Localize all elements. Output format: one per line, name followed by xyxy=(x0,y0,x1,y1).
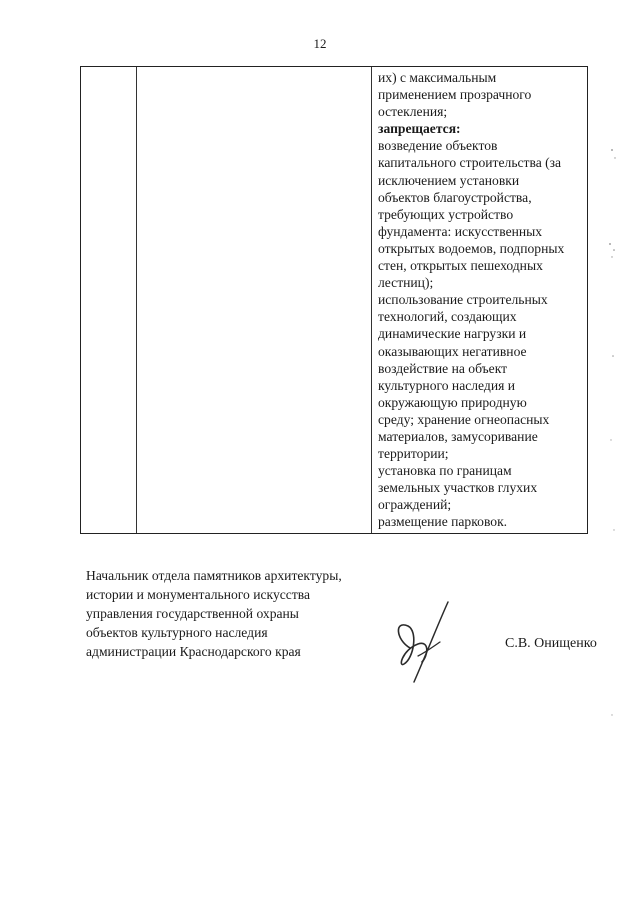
table-column-divider xyxy=(371,67,372,533)
scan-noise xyxy=(600,0,640,905)
cell-line: земельных участков глухих xyxy=(378,480,538,496)
table-cell-requirements xyxy=(378,69,584,531)
cell-line: размещение парковок. xyxy=(378,514,508,530)
page-number: 12 xyxy=(313,36,327,51)
cell-line: территории; xyxy=(378,446,449,462)
cell-line: материалов, замусоривание xyxy=(378,428,538,444)
cell-line: стен, открытых пешеходных xyxy=(378,258,543,274)
cell-line: ограждений; xyxy=(378,497,452,513)
cell-line: технологий, создающих xyxy=(378,309,517,325)
cell-line: исключением установки xyxy=(378,172,520,188)
cell-line: фундамента: искусственных xyxy=(378,223,543,239)
regulations-table xyxy=(80,66,588,534)
cell-line: применением прозрачного xyxy=(378,87,532,103)
signatory-title-line: истории и монументального искусства xyxy=(86,587,311,602)
cell-line: остекления; xyxy=(378,104,448,120)
cell-line: требующих устройство xyxy=(378,206,514,222)
cell-line: воздействие на объект xyxy=(378,360,508,376)
signatory-title xyxy=(86,566,342,661)
cell-line: возведение объектов xyxy=(378,138,498,154)
handwritten-signature xyxy=(388,598,462,684)
cell-line: лестниц); xyxy=(378,275,434,291)
signatory-title-line: Начальник отдела памятников архитектуры, xyxy=(86,568,342,583)
cell-line: открытых водоемов, подпорных xyxy=(378,240,565,256)
cell-line: установка по границам xyxy=(378,463,512,479)
cell-line: динамические нагрузки и xyxy=(378,326,527,342)
cell-line: среду; хранение огнеопасных xyxy=(378,411,550,427)
cell-line: объектов благоустройства, xyxy=(378,189,532,205)
cell-line: окружающую природную xyxy=(378,394,527,410)
signatory-name: С.В. Онищенко xyxy=(505,636,597,651)
signatory-title-line: администрации Краснодарского края xyxy=(86,644,301,659)
cell-line: оказывающих негативное xyxy=(378,343,527,359)
table-column-divider xyxy=(136,67,137,533)
cell-line: культурного наследия и xyxy=(378,377,516,393)
signatory-title-line: объектов культурного наследия xyxy=(86,625,268,640)
signatory-title-line: управления государственной охраны xyxy=(86,606,299,621)
cell-line: использование строительных xyxy=(378,292,548,308)
cell-line: их) с максимальным xyxy=(378,70,497,85)
cell-line: капитального строительства (за xyxy=(378,155,562,171)
prohibited-heading: запрещается: xyxy=(378,121,461,137)
